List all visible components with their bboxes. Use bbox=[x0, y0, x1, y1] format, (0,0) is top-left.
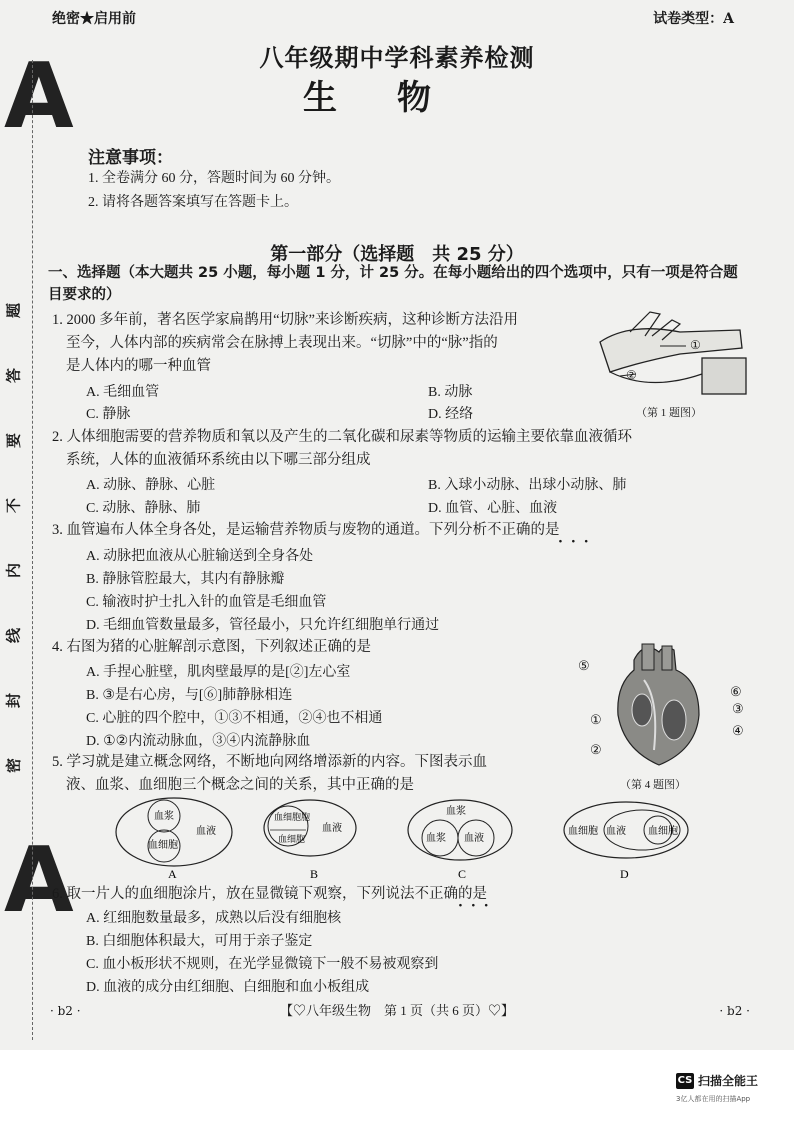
term-label: 血浆 bbox=[446, 806, 466, 817]
option-d[interactable]: D. 血管、心脏、血液 bbox=[428, 501, 558, 516]
option-c[interactable]: C. 输液时护士扎入针的血管是毛细血管 bbox=[86, 595, 327, 610]
question-5-line: 液、血浆、血细胞三个概念之间的关系，其中正确的是 bbox=[66, 777, 414, 793]
section-instruction: 一、选择题（本大题共 25 小题，每小题 1 分，计 25 分。在每小题给出的四个选项中，只有一项是符合题目要求的） bbox=[48, 265, 738, 303]
term-label: 血浆 bbox=[426, 833, 446, 844]
diagram-d[interactable] bbox=[564, 802, 688, 881]
figure-1-caption: （第 1 题图） bbox=[636, 407, 702, 419]
concept-diagrams bbox=[110, 790, 720, 882]
option-a[interactable]: A. 动脉、静脉、心脏 bbox=[86, 478, 216, 493]
binding-char: 线 bbox=[4, 628, 23, 644]
note-item: 2. 请将各题答案填写在答题卡上。 bbox=[88, 195, 298, 210]
question-1-line: 是人体内的哪一种血管 bbox=[66, 358, 211, 374]
figure-1-label: ② bbox=[626, 368, 637, 382]
binding-char: 答 bbox=[4, 368, 23, 384]
question-4-line: 4. 右图为猪的心脏解剖示意图，下列叙述正确的是 bbox=[52, 639, 371, 655]
question-2-line: 系统，人体的血液循环系统由以下哪三部分组成 bbox=[66, 452, 371, 468]
secret-label: 绝密★启用前 bbox=[52, 11, 136, 27]
option-a[interactable]: A. 动脉把血液从心脏输送到全身各处 bbox=[86, 549, 314, 564]
binding-char: 内 bbox=[4, 563, 23, 579]
footer-left-mark: · b2 · bbox=[50, 1004, 81, 1018]
page-footer: 【♡八年级生物 第 1 页（共 6 页）♡】 bbox=[279, 1003, 514, 1018]
paper-type-mark: A bbox=[4, 44, 74, 149]
term-label: 血液 bbox=[196, 826, 216, 837]
option-d[interactable]: D. 血液的成分由红细胞、白细胞和血小板组成 bbox=[86, 980, 370, 995]
question-1-line: 至今，人体内部的疾病常会在脉搏上表现出来。“切脉”中的“脉”指的 bbox=[66, 335, 498, 351]
term-label: 血细胞 bbox=[278, 834, 306, 844]
scanner-watermark bbox=[676, 1072, 758, 1089]
figure-4-label: ② bbox=[590, 742, 602, 757]
question-3-line: 3. 血管遍布人体全身各处，是运输营养物质与废物的通道。下列分析不正确的是 bbox=[52, 522, 560, 538]
emphasis-dots: ··· bbox=[558, 534, 597, 550]
option-a[interactable]: A. 手捏心脏壁，肌肉壁最厚的是[②]左心室 bbox=[86, 665, 351, 680]
paper-type-label: 试卷类型：A bbox=[653, 11, 734, 27]
subject-title: 生物 bbox=[303, 78, 491, 118]
option-c[interactable]: C. 心脏的四个腔中，①③不相通，②④也不相通 bbox=[86, 711, 383, 726]
scanner-tagline: 3亿人都在用的扫描App bbox=[676, 1095, 751, 1103]
figure-4-label: ③ bbox=[732, 701, 744, 716]
option-c[interactable]: C. 血小板形状不规则，在光学显微镜下一般不易被观察到 bbox=[86, 957, 439, 972]
option-letter: D bbox=[620, 867, 629, 881]
paper-type-mark-lower: A bbox=[4, 828, 74, 933]
diagram-c[interactable] bbox=[408, 800, 512, 881]
option-d[interactable]: D. 毛细血管数量最多，管径最小，只允许红细胞单行通过 bbox=[86, 618, 440, 633]
term-label: 血细胞 bbox=[568, 826, 598, 837]
diagram-b[interactable] bbox=[264, 800, 356, 881]
pulse-figure bbox=[590, 302, 750, 402]
figure-4-caption: （第 4 题图） bbox=[620, 779, 686, 791]
option-b[interactable]: B. 动脉 bbox=[428, 385, 473, 400]
option-d[interactable]: D. 经络 bbox=[428, 407, 474, 422]
question-5-line: 5. 学习就是建立概念网络，不断地向网络增添新的内容。下图表示血 bbox=[52, 754, 487, 770]
footer-right-mark: · b2 · bbox=[719, 1004, 750, 1018]
figure-4-label: ⑤ bbox=[578, 658, 590, 673]
figure-4-label: ④ bbox=[732, 723, 744, 738]
binding-text bbox=[3, 300, 23, 776]
binding-char: 封 bbox=[4, 693, 23, 709]
figure-4-label: ① bbox=[590, 712, 602, 727]
option-b[interactable]: B. 白细胞体积最大，可用于亲子鉴定 bbox=[86, 934, 313, 949]
binding-char: 密 bbox=[4, 758, 23, 774]
question-6-line: 6. 取一片人的血细胞涂片，放在显微镜下观察，下列说法不正确的是 bbox=[52, 886, 487, 902]
term-label: 血细胞胞 bbox=[274, 812, 311, 822]
term-label: 血液 bbox=[464, 833, 484, 844]
term-label: 血浆 bbox=[154, 811, 174, 822]
part-title: 第一部分（选择题 共 25 分） bbox=[270, 244, 524, 265]
cs-logo-icon: CS bbox=[676, 1073, 694, 1089]
heart-figure bbox=[604, 640, 714, 770]
binding-char: 要 bbox=[4, 433, 23, 449]
option-c[interactable]: C. 静脉 bbox=[86, 407, 131, 422]
option-d[interactable]: D. ①②内流动脉血，③④内流静脉血 bbox=[86, 734, 311, 749]
option-letter: C bbox=[458, 867, 467, 881]
option-b[interactable]: B. 静脉管腔最大，其内有静脉瓣 bbox=[86, 572, 285, 587]
option-b[interactable]: B. 入球小动脉、出球小动脉、肺 bbox=[428, 478, 627, 493]
scanner-name: 扫描全能王 bbox=[698, 1074, 759, 1088]
binding-char: 题 bbox=[4, 303, 23, 319]
figure-4-label: ⑥ bbox=[730, 684, 742, 699]
option-a[interactable]: A. 毛细血管 bbox=[86, 385, 160, 400]
emphasis-dots: ··· bbox=[458, 898, 497, 914]
option-b[interactable]: B. ③是右心房，与[⑥]肺静脉相连 bbox=[86, 688, 293, 703]
option-c[interactable]: C. 动脉、静脉、肺 bbox=[86, 501, 201, 516]
note-item: 1. 全卷满分 60 分，答题时间为 60 分钟。 bbox=[88, 171, 340, 186]
term-label: 血细胞 bbox=[648, 826, 678, 837]
option-a[interactable]: A. 红细胞数量最多，成熟以后没有细胞核 bbox=[86, 911, 342, 926]
term-label: 血液 bbox=[322, 823, 342, 834]
figure-1-label: ① bbox=[690, 338, 701, 352]
question-2-line: 2. 人体细胞需要的营养物质和氧以及产生的二氧化碳和尿素等物质的运输主要依靠血液循环 bbox=[52, 429, 632, 445]
question-1-line: 1. 2000 多年前，著名医学家扁鹊用“切脉”来诊断疾病，这种诊断方法沿用 bbox=[52, 312, 518, 328]
term-label: 血细胞 bbox=[148, 840, 178, 851]
binding-char: 不 bbox=[4, 498, 23, 514]
term-label: 血液 bbox=[606, 826, 626, 837]
option-letter: A bbox=[168, 867, 177, 881]
exam-title: 八年级期中学科素养检测 bbox=[259, 43, 535, 72]
diagram-a[interactable] bbox=[116, 798, 232, 881]
notes-heading: 注意事项： bbox=[88, 148, 173, 168]
binding-line bbox=[32, 60, 33, 1040]
option-letter: B bbox=[310, 867, 319, 881]
